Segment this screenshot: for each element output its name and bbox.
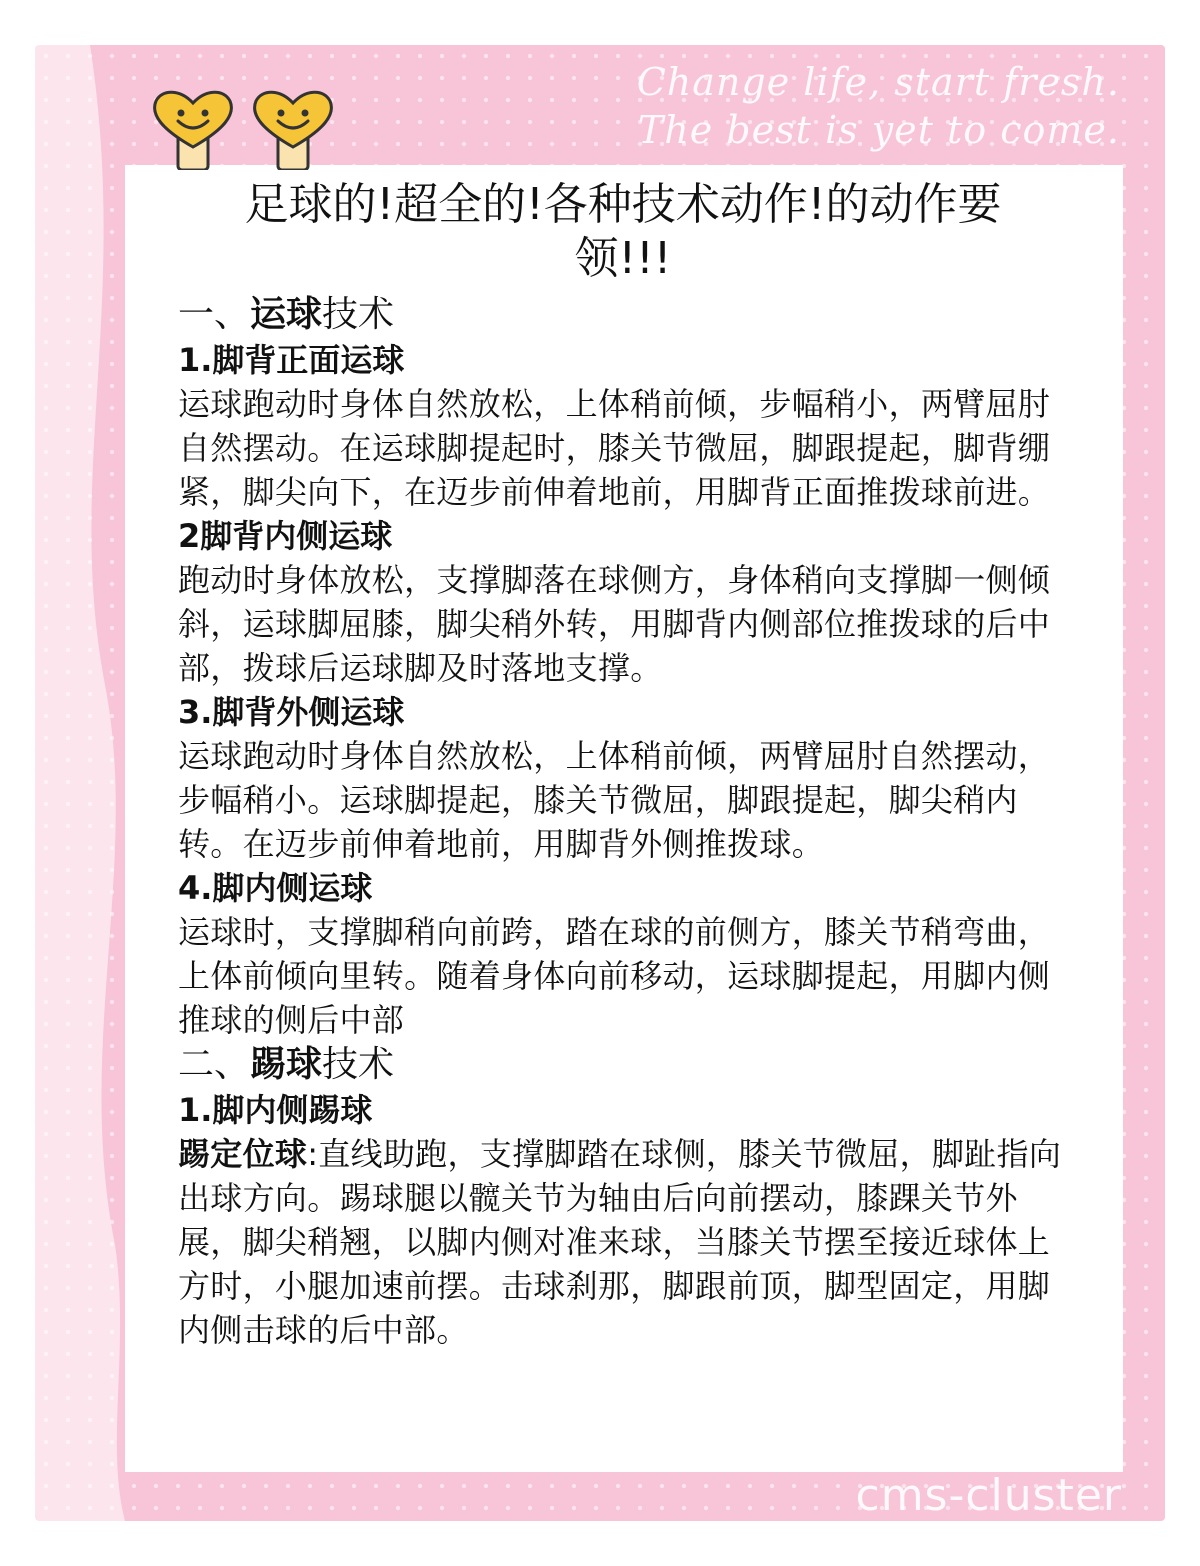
article (178, 178, 1068, 1352)
section-keyword: 运球 (250, 294, 323, 335)
subheading: 1.脚内侧踢球 (178, 1091, 373, 1129)
paragraph: 跑动时身体放松，支撑脚落在球侧方，身体稍向支撑脚一侧倾斜，运球脚屈膝，脚尖稍外转，用脚背内侧部位推拨球的后中部，拨球后运球脚及时落地支撑。 (178, 561, 1051, 687)
paragraph: 运球跑动时身体自然放松，上体稍前倾，两臂屈肘自然摆动，步幅稍小。运球脚提起，膝关节微屈，脚跟提起，脚尖稍内转。在迈步前伸着地前，用脚背外侧推拨球。 (178, 737, 1051, 863)
section-prefix: 二、 (178, 1044, 251, 1085)
section-heading-dribbling (178, 292, 1068, 338)
section-keyword: 踢球 (250, 1044, 323, 1085)
paragraph-body: :直线助跑，支撑脚踏在球侧，膝关节微屈，脚趾指向出球方向。踢球腿以髋关节为轴由后向前摆动，膝踝关节外展，脚尖稍翘，以脚内侧对准来球，当膝关节摆至接近球体上方时，小腿加速前摆。击球刹那，脚跟前顶，脚型固定，用脚内侧击球的后中部。 (178, 1135, 1062, 1349)
slogan-line-2: The best is yet to come. (637, 108, 1120, 152)
subheading: 2脚背内侧运球 (178, 517, 393, 555)
section-suffix: 技术 (322, 1044, 395, 1085)
section-heading-kicking (178, 1042, 1068, 1088)
subheading: 1.脚背正面运球 (178, 341, 405, 379)
paragraph (178, 1132, 1068, 1352)
heart-smiley-icon (148, 85, 238, 170)
paragraph: 运球跑动时身体自然放松，上体稍前倾，步幅稍小，两臂屈肘自然摆动。在运球脚提起时，膝关节微屈，脚跟提起，脚背绷紧，脚尖向下，在迈步前伸着地前，用脚背正面推拨球前进。 (178, 385, 1051, 511)
section-suffix: 技术 (322, 294, 395, 335)
subheading: 4.脚内侧运球 (178, 869, 373, 907)
heart-smiley-icon (248, 85, 338, 170)
page-title: 足球的!超全的!各种技术动作!的动作要领!!! (244, 179, 1002, 284)
section-prefix: 一、 (178, 294, 251, 335)
subheading: 3.脚背外侧运球 (178, 693, 405, 731)
paragraph: 运球时，支撑脚稍向前跨，踏在球的前侧方，膝关节稍弯曲，上体前倾向里转。随着身体向前移动，运球脚提起，用脚内侧推球的侧后中部 (178, 913, 1051, 1039)
watermark: cms-cluster (855, 1470, 1122, 1521)
slogan-line-1: Change life, start fresh. (636, 60, 1120, 104)
paragraph-lead: 踢定位球 (178, 1135, 308, 1173)
